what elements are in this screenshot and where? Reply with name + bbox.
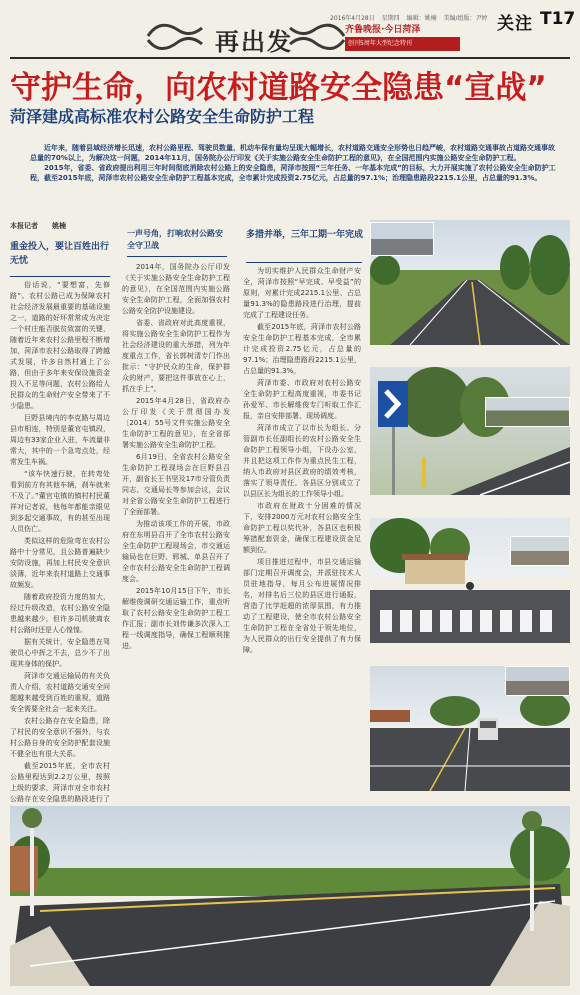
paragraph: “该车快速行驶，在转弯处看到前方有其他车辆，刹车就来不及了。”董官屯镇的镇村村民董祥对记者说，他每年都能亲眼见到多起交通事故，有的甚至出现人员伤亡。: [10, 470, 110, 533]
header-weekday: 星期四: [381, 15, 400, 22]
masthead-title: 再出发: [215, 27, 293, 56]
paragraph: 2015年10月15日下午，市长解维俊调研交通运输工作，重点听取了农村公路安全生命防护工程工作汇报；副市长刘传谦多次深入工程一线调度指导，确保工程顺利推进。: [122, 587, 230, 650]
photo-curve-warning-sign: [370, 367, 570, 495]
photo-rural-road-1: [370, 220, 570, 345]
paragraph: 2014年，国务院办公厅印发《关于实施公路安全生命防护工程的意见》，在全国范围内实施公路安全生命防护工程，全面加强农村公路安全防护设施建设。: [122, 263, 230, 315]
subheadline: 菏泽建成高标准农村公路安全生命防护工程: [10, 107, 315, 126]
paragraph: 2015年4月28日，省政府办公厅印发《关于贯彻国办发〔2014〕55号文件实施公路安全生命防护工程的意见》，在全省部署实施公路安全生命防护工程。: [122, 397, 230, 449]
paragraph: 截至2015年底，全市农村公路里程达到2.2万公里，按照上级的要求，菏泽市对全市农村公路存在安全隐患的路段进行了: [10, 762, 110, 803]
paragraph: 省委、省政府对此高度重视，将实施公路安全生命防护工程作为社会经济建设的重大举措，列为年度重点工作，省长郭树清专门作出批示：“守护民众的生命，保护群众的财产，要把这件事放在心上，抓在手上”。: [122, 319, 230, 393]
header-editor: 编辑：姚楠: [406, 15, 437, 22]
paragraph: 6月19日，全省农村公路安全生命防护工程现场会在巨野县召开，副省长王书坚及17市分管负责同志、交通局长等参加会议，会议对全省公路安全生命防护工程进行了全面部署。: [122, 453, 230, 516]
brand-logo: [345, 22, 460, 52]
brand-anniversary-bar: 创刊5周年大型纪念特刊: [345, 37, 460, 51]
lead-paragraph: [30, 143, 560, 183]
byline: [10, 221, 80, 231]
paragraph: 项目推进过程中，市县交通运输部门定期召开调度会，并派驻技术人员驻地指导，每月公布进展情况排名，对排名后三位的县区进行通报，营造了比学赶超的浓厚氛围，有力推动了工程建设，使全市农村公路安全生命防护工程在全省处于领先地位，为人民群众的出行安全提供了有力保障。: [243, 558, 361, 654]
paragraph: 为推动该项工作的开展，市政府在东明县召开了全市农村公路安全生命防护工程现场会，市交通运输局也在巨野、郓城、单县召开了全市农村公路安全生命防护工程调度会。: [122, 520, 230, 583]
paragraph: 为切实维护人民群众生命财产安全，菏泽市按照“早完成、早受益”的原则，对累计完成2215.1公里、占总量91.3%的隐患路段进行治理，提前完成了工程建设任务。: [243, 267, 361, 319]
paragraph: 巨野县境内的李克路与周边县市相连，特别是董官屯镇段，周边有33家企业入驻，车流量非常大，其中的一个急弯点处，经常发生车祸。: [10, 414, 110, 466]
section-2-title: 一声号角，打响农村公路安全守卫战: [127, 229, 223, 250]
header-divider: [10, 57, 570, 59]
section-1-rule: [10, 276, 110, 277]
paragraph: 菏泽市交通运输局的有关负责人介绍，农村道路交通安全问题越来越受到百姓的重视，道路安全需要全社会一起来关注。: [10, 672, 110, 713]
photo-inset-before: [485, 397, 570, 427]
page-number: T17: [540, 9, 576, 29]
paragraph: 截至2015年底，菏泽市农村公路安全生命防护工程基本完成，全市累计完成投资2.75亿元，占总量的97.1%；治理隐患路段2215.1公里，占总量的91.3%。: [243, 323, 361, 375]
photo-inset-before: [505, 666, 570, 696]
section-3-body: [243, 266, 361, 800]
photo-panorama-road: [10, 806, 570, 986]
section-3-rule: [246, 262, 362, 263]
byline-name: 姚楠: [52, 222, 66, 230]
paragraph: 农村公路存在安全隐患，除了村民的安全意识不强外，与农村公路自身的安全防护配套设施不健全也有很大关系。: [10, 717, 110, 758]
paragraph: 市政府在财政十分困难的情况下，安排2000万元对农村公路安全生命防护工程以奖代补，各县区也积极筹措配套资金，确保工程建设资金足额到位。: [243, 502, 361, 554]
section-1-title: 重金投入，要让百姓出行无忧: [10, 242, 110, 266]
column-name: 关注: [497, 14, 533, 34]
header-meta: [330, 13, 493, 22]
section-2-body: [122, 262, 230, 800]
masthead-ornament: [140, 16, 350, 54]
photo-inset-before: [510, 536, 570, 566]
byline-label: 本报记者: [10, 222, 38, 230]
paragraph: 菏泽市委、市政府对农村公路安全生命防护工程高度重视，市委书记孙爱军、市长解维俊专门听取工作汇报，亲自安排部署、现场调度。: [243, 379, 361, 420]
paragraph: 据有关统计，安全隐患在驾驶员心中挥之不去，总少不了出现其身体的保护。: [10, 638, 110, 668]
header-date: 2016年4月28日: [330, 15, 375, 22]
page-header: [0, 0, 580, 60]
paragraph: 类似这样的危险弯在农村公路中十分常见，且公路普遍缺少安防设施，再加上村民安全意识淡薄，近年来农村道路上交通事故频发。: [10, 537, 110, 589]
headline: 守护生命，向农村道路安全隐患“宣战”: [10, 70, 547, 106]
lead-text-2: 2015年，省委、省政府提出利用三年时间彻底消除农村公路上的安全隐患，菏泽市按照“三年任务、一年基本完成”的目标，大力开展实施了农村公路安全生命防护工程，截至2015年底，菏泽市农村公路安全生命防护工程基本完成，全市累计完成投资2.75亿元，占总量的97.1%；治理隐患路段2215.1公里，占总量的91.3%。: [30, 164, 556, 182]
photo-road-with-car: [370, 666, 570, 791]
section-1-body: [10, 280, 110, 803]
section-2-rule: [127, 256, 227, 257]
paragraph: 菏泽市成立了以市长为组长、分管副市长任副组长的农村公路安全生命防护工程领导小组，下设办公室，并且把这项工作作为重点民生工程，纳入市政府对县区政府的绩效考核，落实了领导责任，各县区分别成立了以县区长为组长的工作领导小组。: [243, 424, 361, 498]
photo-village-crossing: [370, 518, 570, 643]
photo-inset-before: [370, 222, 434, 256]
brand-name: 齐鲁晚报·今日菏泽: [345, 25, 421, 35]
header-designer: 美编/组版：尹婷: [443, 15, 488, 22]
paragraph: 俗话说，“要想富，先修路”。农村公路已成为保障农村社会经济发展最重要的基础设施之一，道路的好坏常常成为决定一个村庄能否脱贫致富的关键，随着近年来农村公路里程不断增加，菏泽市农村公路取得了跨越式发展，许多自然村通上了公路，但由于多年来安保设施资金投入不足等问题，农村公路给人民群众的生命财产安全带来了不少隐患。: [10, 281, 110, 410]
paragraph: 随着政府投资力度的加大，经过升级改造，农村公路安全隐患越来越少，但许多司机驶离农村公路时还是人心惶惶。: [10, 593, 110, 634]
section-3-title: 多措并举，三年工期一年完成: [246, 230, 364, 240]
lead-text-1: 近年来，随着县域经济增长迅速，农村公路里程、驾驶员数量、机动车保有量均呈现大幅增长，农村道路交通安全形势也日趋严峻，农村道路交通事故占道路交通事故总量的70%以上，为解决这一问题，2014年11月，国务院办公厅印发《关于实施公路安全生命防护工程的意见》，在全国范围内实施公路安全生命防护工程。: [30, 144, 555, 162]
